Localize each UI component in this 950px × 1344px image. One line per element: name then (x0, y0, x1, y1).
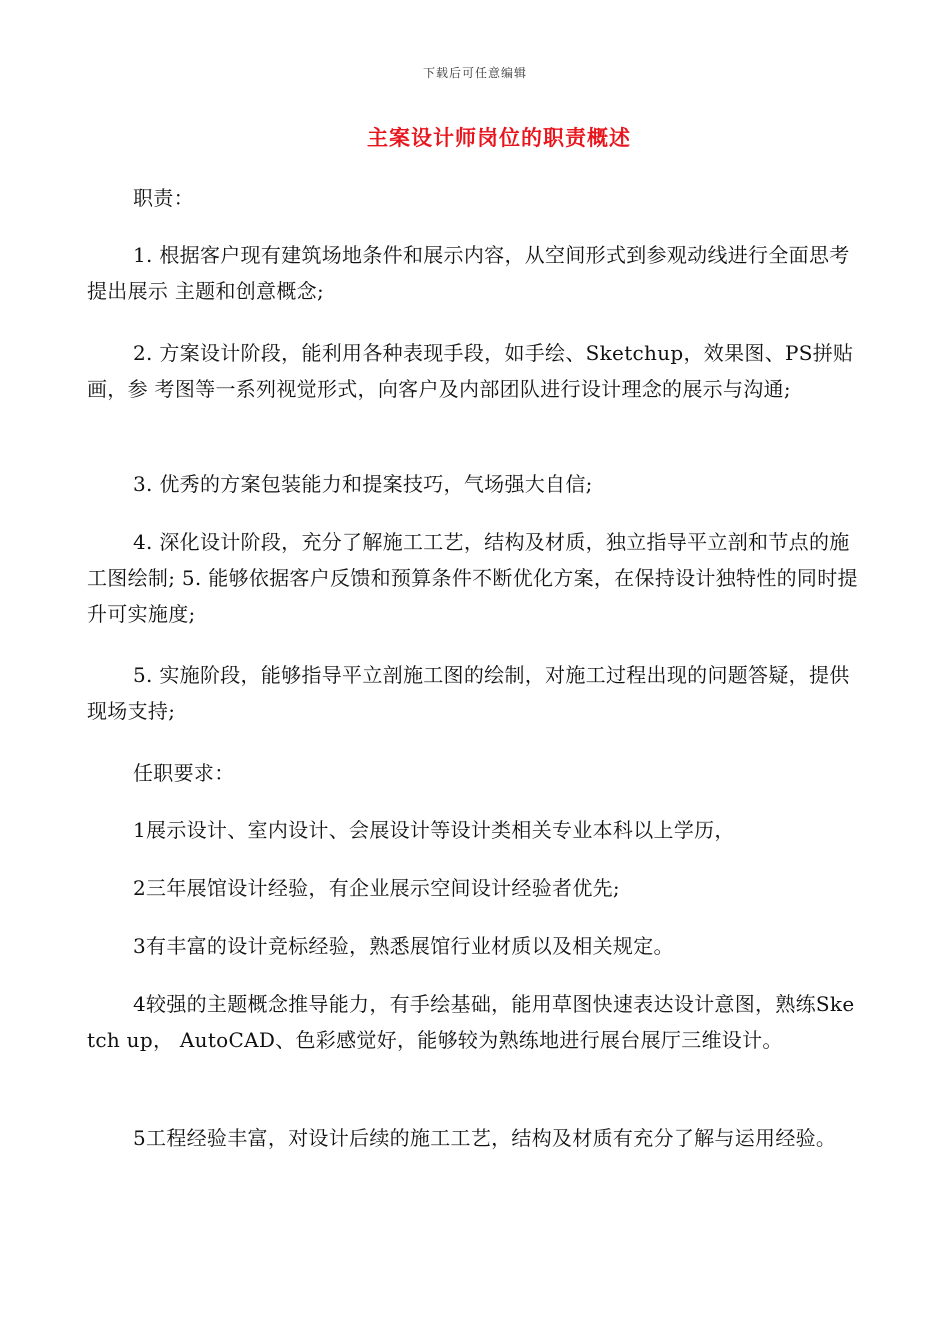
header-note: 下载后可任意编辑 (422, 66, 527, 80)
requirement-item-2: 2三年展馆设计经验，有企业展示空间设计经验者优先; (133, 876, 620, 900)
requirement-item-1: 1展示设计、室内设计、会展设计等设计类相关专业本科以上学历， (133, 818, 735, 842)
requirement-item-4: 4较强的主题概念推导能力，有手绘基础，能用草图快速表达设计意图，熟练Sketch up， AutoCAD、色彩感觉好，能够较为熟练地进行展台展厅三维设计。 (87, 992, 855, 1052)
duty-item-4: 4. 深化设计阶段，充分了解施工工艺，结构及材质，独立指导平立剖和节点的施工图绘制; 5. 能够依据客户反馈和预算条件不断优化方案，在保持设计独特性的同时提升可实施度; (87, 530, 858, 626)
requirements-label: 任职要求： (133, 761, 235, 785)
duty-item-5: 5. 实施阶段，能够指导平立剖施工图的绘制，对施工过程出现的问题答疑，提供现场支持; (87, 663, 850, 723)
duty-item-2: 2. 方案设计阶段，能利用各种表现手段，如手绘、Sketchup，效果图、PS拼贴画，参 考图等一系列视觉形式，向客户及内部团队进行设计理念的展示与沟通; (87, 341, 854, 401)
duty-item-1: 1. 根据客户现有建筑场地条件和展示内容，从空间形式到参观动线进行全面思考提出展示 主题和创意概念; (87, 243, 850, 303)
page-title: 主案设计师岗位的职责概述 (367, 125, 631, 150)
duty-item-3: 3. 优秀的方案包装能力和提案技巧，气场强大自信; (133, 472, 593, 496)
requirement-item-5: 5工程经验丰富，对设计后续的施工工艺，结构及材质有充分了解与运用经验。 (133, 1126, 837, 1150)
requirement-item-3: 3有丰富的设计竞标经验，熟悉展馆行业材质以及相关规定。 (133, 934, 674, 958)
duties-label: 职责： (133, 186, 194, 210)
